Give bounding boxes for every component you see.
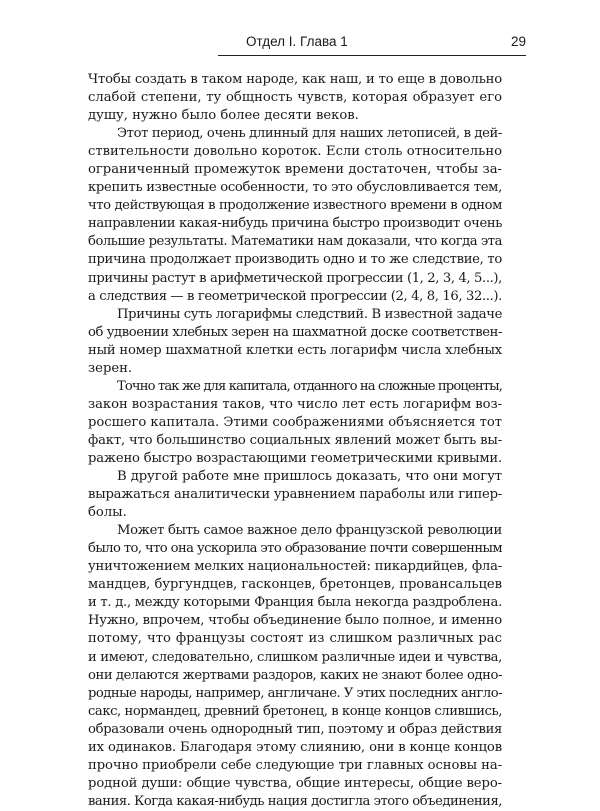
- text-line: Точно так же для капитала, отданного на сложные проценты,: [117, 378, 502, 394]
- text-line: что действующая в продолжение известного времени в одном: [88, 198, 503, 214]
- text-line: прочно приобрели себе следующие три главных основы на-: [88, 757, 503, 773]
- text-line: их одинаков. Благодаря этому слиянию, они в конце концов: [88, 739, 502, 755]
- text-line: ный номер шахматной клетки есть логарифм числа хлебных: [88, 342, 502, 358]
- text-line: ствительности довольно короток. Если столь относительно: [88, 144, 502, 160]
- text-line: было то, что она ускорила это образование почти совершенным: [88, 541, 503, 557]
- text-line: направлении какая-нибудь причина быстро производит очень: [88, 216, 503, 232]
- body-text: [88, 71, 502, 811]
- text-line: Этот период, очень длинный для наших летописей, в дей-: [117, 126, 503, 142]
- running-header: [218, 34, 526, 54]
- text-line: Причины суть логарифмы следствий. В известной задаче: [117, 306, 503, 322]
- text-line: образовали очень однородный тип, поэтому и образ действия: [88, 721, 502, 737]
- text-line: закон возрастания таков, что число лет есть логарифм воз-: [88, 396, 502, 412]
- text-line: родные народы, например, англичане. У этих последних англо-: [88, 685, 503, 701]
- text-line: крепить известные особенности, то это обусловливается тем,: [88, 180, 502, 196]
- text-line: и имеют, следовательно, слишком различные идеи и чувства,: [88, 649, 502, 665]
- text-line: Может быть самое важное дело французской революции: [117, 523, 502, 539]
- text-line: ограниченный промежуток времени достаточен, чтобы за-: [88, 162, 502, 178]
- text-line: потому, что французы состоят из слишком различных рас: [88, 631, 502, 647]
- text-line: родной души: общие чувства, общие интересы, общие веро-: [88, 775, 503, 791]
- text-line: росшего капитала. Этими соображениями объясняется тот: [88, 414, 502, 430]
- text-line: душу, нужно было более десяти веков.: [88, 108, 359, 124]
- text-line: вания. Когда какая-нибудь нация достигла этого объединения,: [88, 793, 502, 809]
- running-title: Отдел I. Глава 1: [246, 34, 348, 49]
- text-line: об удвоении хлебных зерен на шахматной доске соответствен-: [88, 324, 502, 340]
- text-line: и т. д., между которыми Франция была некогда раздроблена.: [88, 595, 502, 611]
- text-line: болы.: [88, 505, 127, 521]
- text-line: слабой степени, ту общность чувств, которая образует его: [88, 90, 502, 106]
- text-line: большие результаты. Математики нам доказали, что когда эта: [88, 234, 502, 250]
- text-line: зерен.: [88, 360, 133, 376]
- text-line: уничтожением мелких национальностей: пикардийцев, фла-: [88, 559, 502, 575]
- text-line: В другой работе мне пришлось доказать, что они могут: [117, 469, 502, 485]
- text-line: Нужно, впрочем, чтобы объединение было полное, и именно: [88, 613, 502, 629]
- text-line: Чтобы создать в таком народе, как наш, и то еще в довольно: [88, 72, 502, 87]
- text-line: а следствия — в геометрической прогрессии (2, 4, 8, 16, 32...).: [88, 288, 502, 304]
- text-line: мандцев, бургундцев, гасконцев, бретонцев, провансальцев: [88, 577, 502, 593]
- text-line: причины растут в арифметической прогрессии (1, 2, 3, 4, 5...),: [88, 270, 502, 286]
- text-line: ражено быстро возрастающими геометрическими кривыми.: [88, 450, 502, 466]
- page-number: 29: [510, 34, 526, 49]
- header-rule: [218, 55, 526, 56]
- text-line: факт, что большинство социальных явлений может быть вы-: [88, 432, 502, 448]
- text-line: причина продолжает производить одно и то же следствие, то: [88, 252, 502, 268]
- text-line: они делаются жертвами раздоров, каких не знают более одно-: [88, 667, 503, 683]
- text-line: сакс, нормандец, древний бретонец, в конце концов слившись,: [88, 703, 502, 719]
- text-line: выражаться аналитически уравнением параболы или гипер-: [88, 487, 503, 503]
